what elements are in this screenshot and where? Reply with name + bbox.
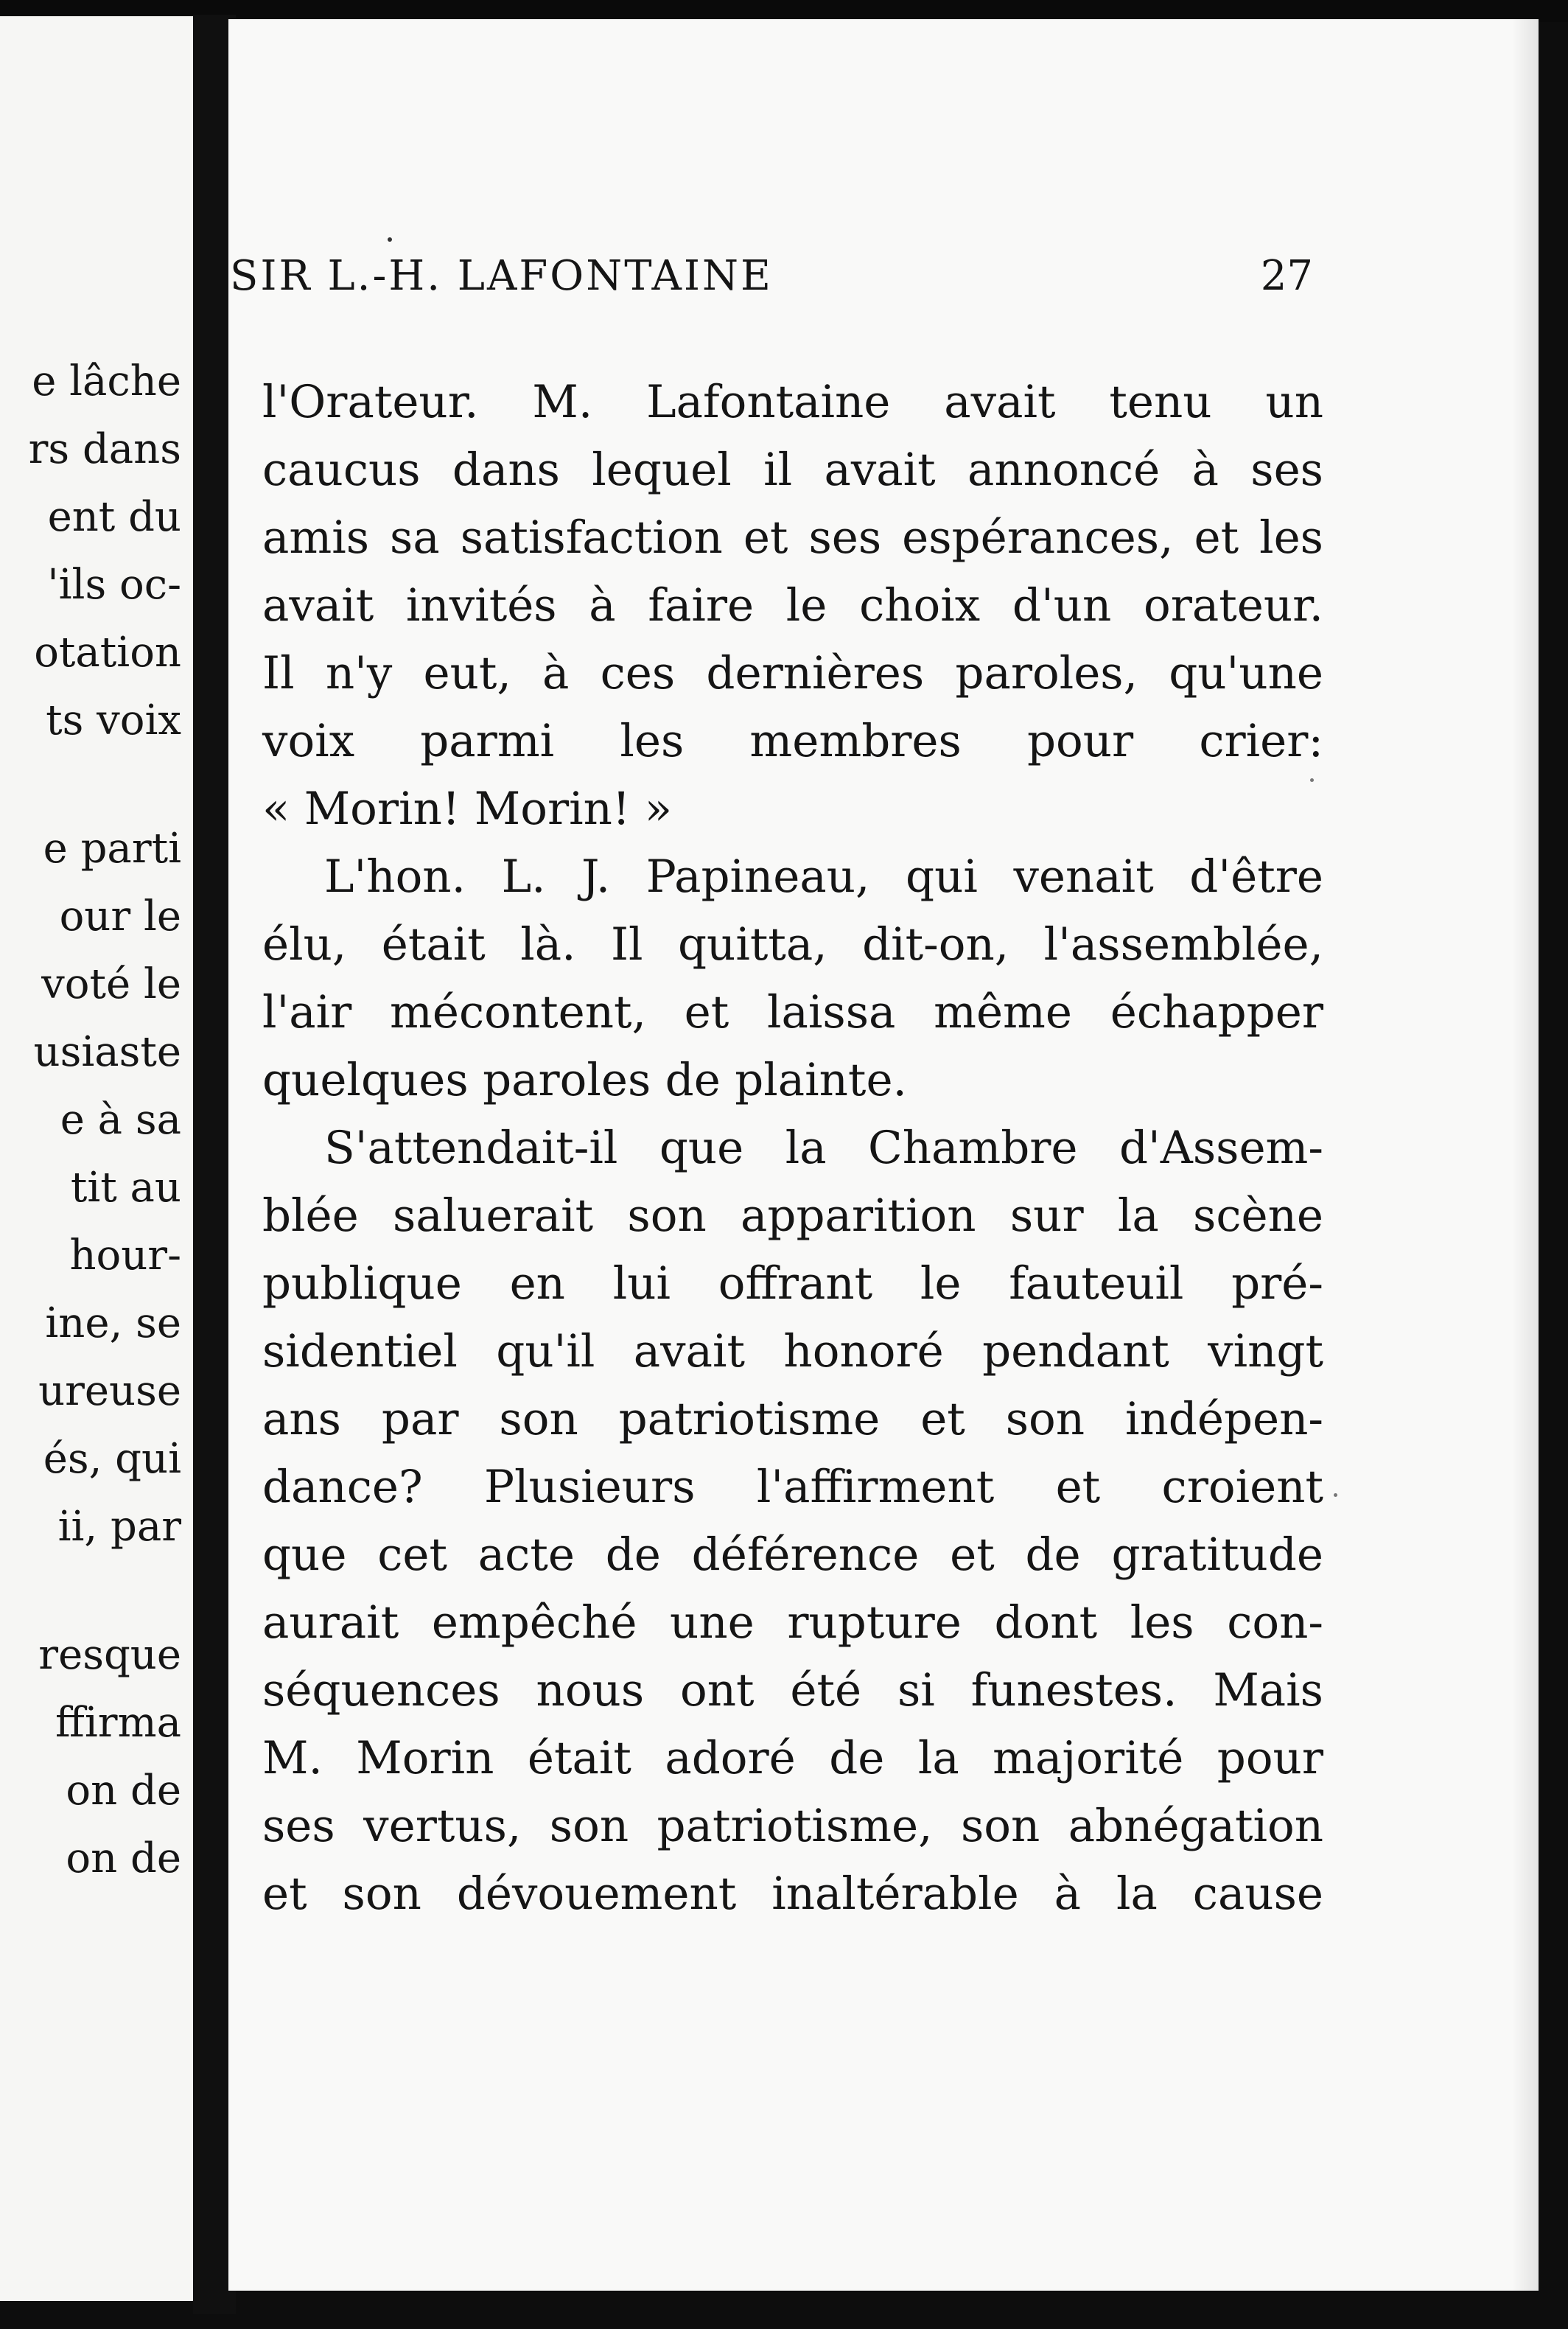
left-page-line: e parti [43,825,181,873]
text-line: publique en lui offrant le fauteuil pré- [262,1257,1323,1310]
text-line: et son dévouement inaltérable à la cause [262,1868,1323,1920]
ink-speck [1334,1493,1337,1497]
left-page-line: ureuse [38,1367,181,1415]
left-page-line: ts voix [46,696,181,744]
left-page-line: és, qui [43,1435,181,1483]
running-head [230,252,1313,304]
left-page-line: otation [34,629,181,677]
paragraph-first-line: L'hon. L. J. Papineau, qui venait d'être [324,851,1323,903]
text-line: sidentiel qu'il avait honoré pendant vingt [262,1325,1323,1378]
text-line: ses vertus, son patriotisme, son abnégation [262,1800,1323,1852]
text-line: élu, était là. Il quitta, dit-on, l'assemblée, [262,918,1323,971]
text-line: caucus dans lequel il avait annoncé à ses [262,444,1323,496]
left-page-line: e lâche [32,357,181,405]
left-page-line: hour- [69,1232,181,1279]
left-page-line: e à sa [60,1096,181,1144]
left-page-fragment [0,16,197,2301]
text-line: voix parmi les membres pour crier: [262,715,1323,767]
left-page-line: on de [66,1834,181,1882]
left-page-line: ii, par [57,1503,181,1551]
left-page-line: 'ils oc- [47,561,181,609]
ink-speck [388,237,392,242]
text-line: que cet acte de déférence et de gratitude [262,1529,1323,1581]
text-line: quelques paroles de plainte. [262,1054,907,1106]
page-edge-shadow [1512,19,1539,2291]
body-text [262,369,1323,1928]
left-page-line: on de [66,1767,181,1815]
left-page-line: resque [38,1631,181,1679]
page-number: 27 [1260,252,1313,300]
left-page-line: ent du [47,493,181,541]
text-line: ans par son patriotisme et son indépen- [262,1393,1323,1445]
text-line: aurait empêché une rupture dont les con- [262,1596,1323,1649]
left-page-line: tit au [70,1164,181,1212]
text-line: l'air mécontent, et laissa même échapper [262,986,1323,1038]
text-line: l'Orateur. M. Lafontaine avait tenu un [262,376,1323,428]
text-line: M. Morin était adoré de la majorité pour [262,1732,1323,1784]
left-page-line: ine, se [45,1299,181,1347]
text-line: amis sa satisfaction et ses espérances, et les [262,511,1323,564]
running-head-title: SIR L.-H. LAFONTAINE [230,252,773,300]
text-line: « Morin! Morin! » [262,783,673,835]
left-page-line: rs dans [28,425,181,473]
left-page-line: voté le [41,960,181,1008]
left-page-line: our le [59,893,181,940]
text-line: Il n'y eut, à ces dernières paroles, qu'une [262,647,1323,699]
text-line: avait invités à faire le choix d'un orateur. [262,579,1323,632]
left-page-line: ffirma [55,1699,181,1747]
text-line: blée saluerait son apparition sur la scène [262,1190,1323,1242]
paragraph-first-line: S'attendait-il que la Chambre d'Assem- [324,1122,1323,1174]
text-line: dance? Plusieurs l'affirment et croient [262,1461,1323,1513]
text-line: séquences nous ont été si funestes. Mais [262,1664,1323,1717]
left-page-line: usiaste [33,1028,181,1076]
